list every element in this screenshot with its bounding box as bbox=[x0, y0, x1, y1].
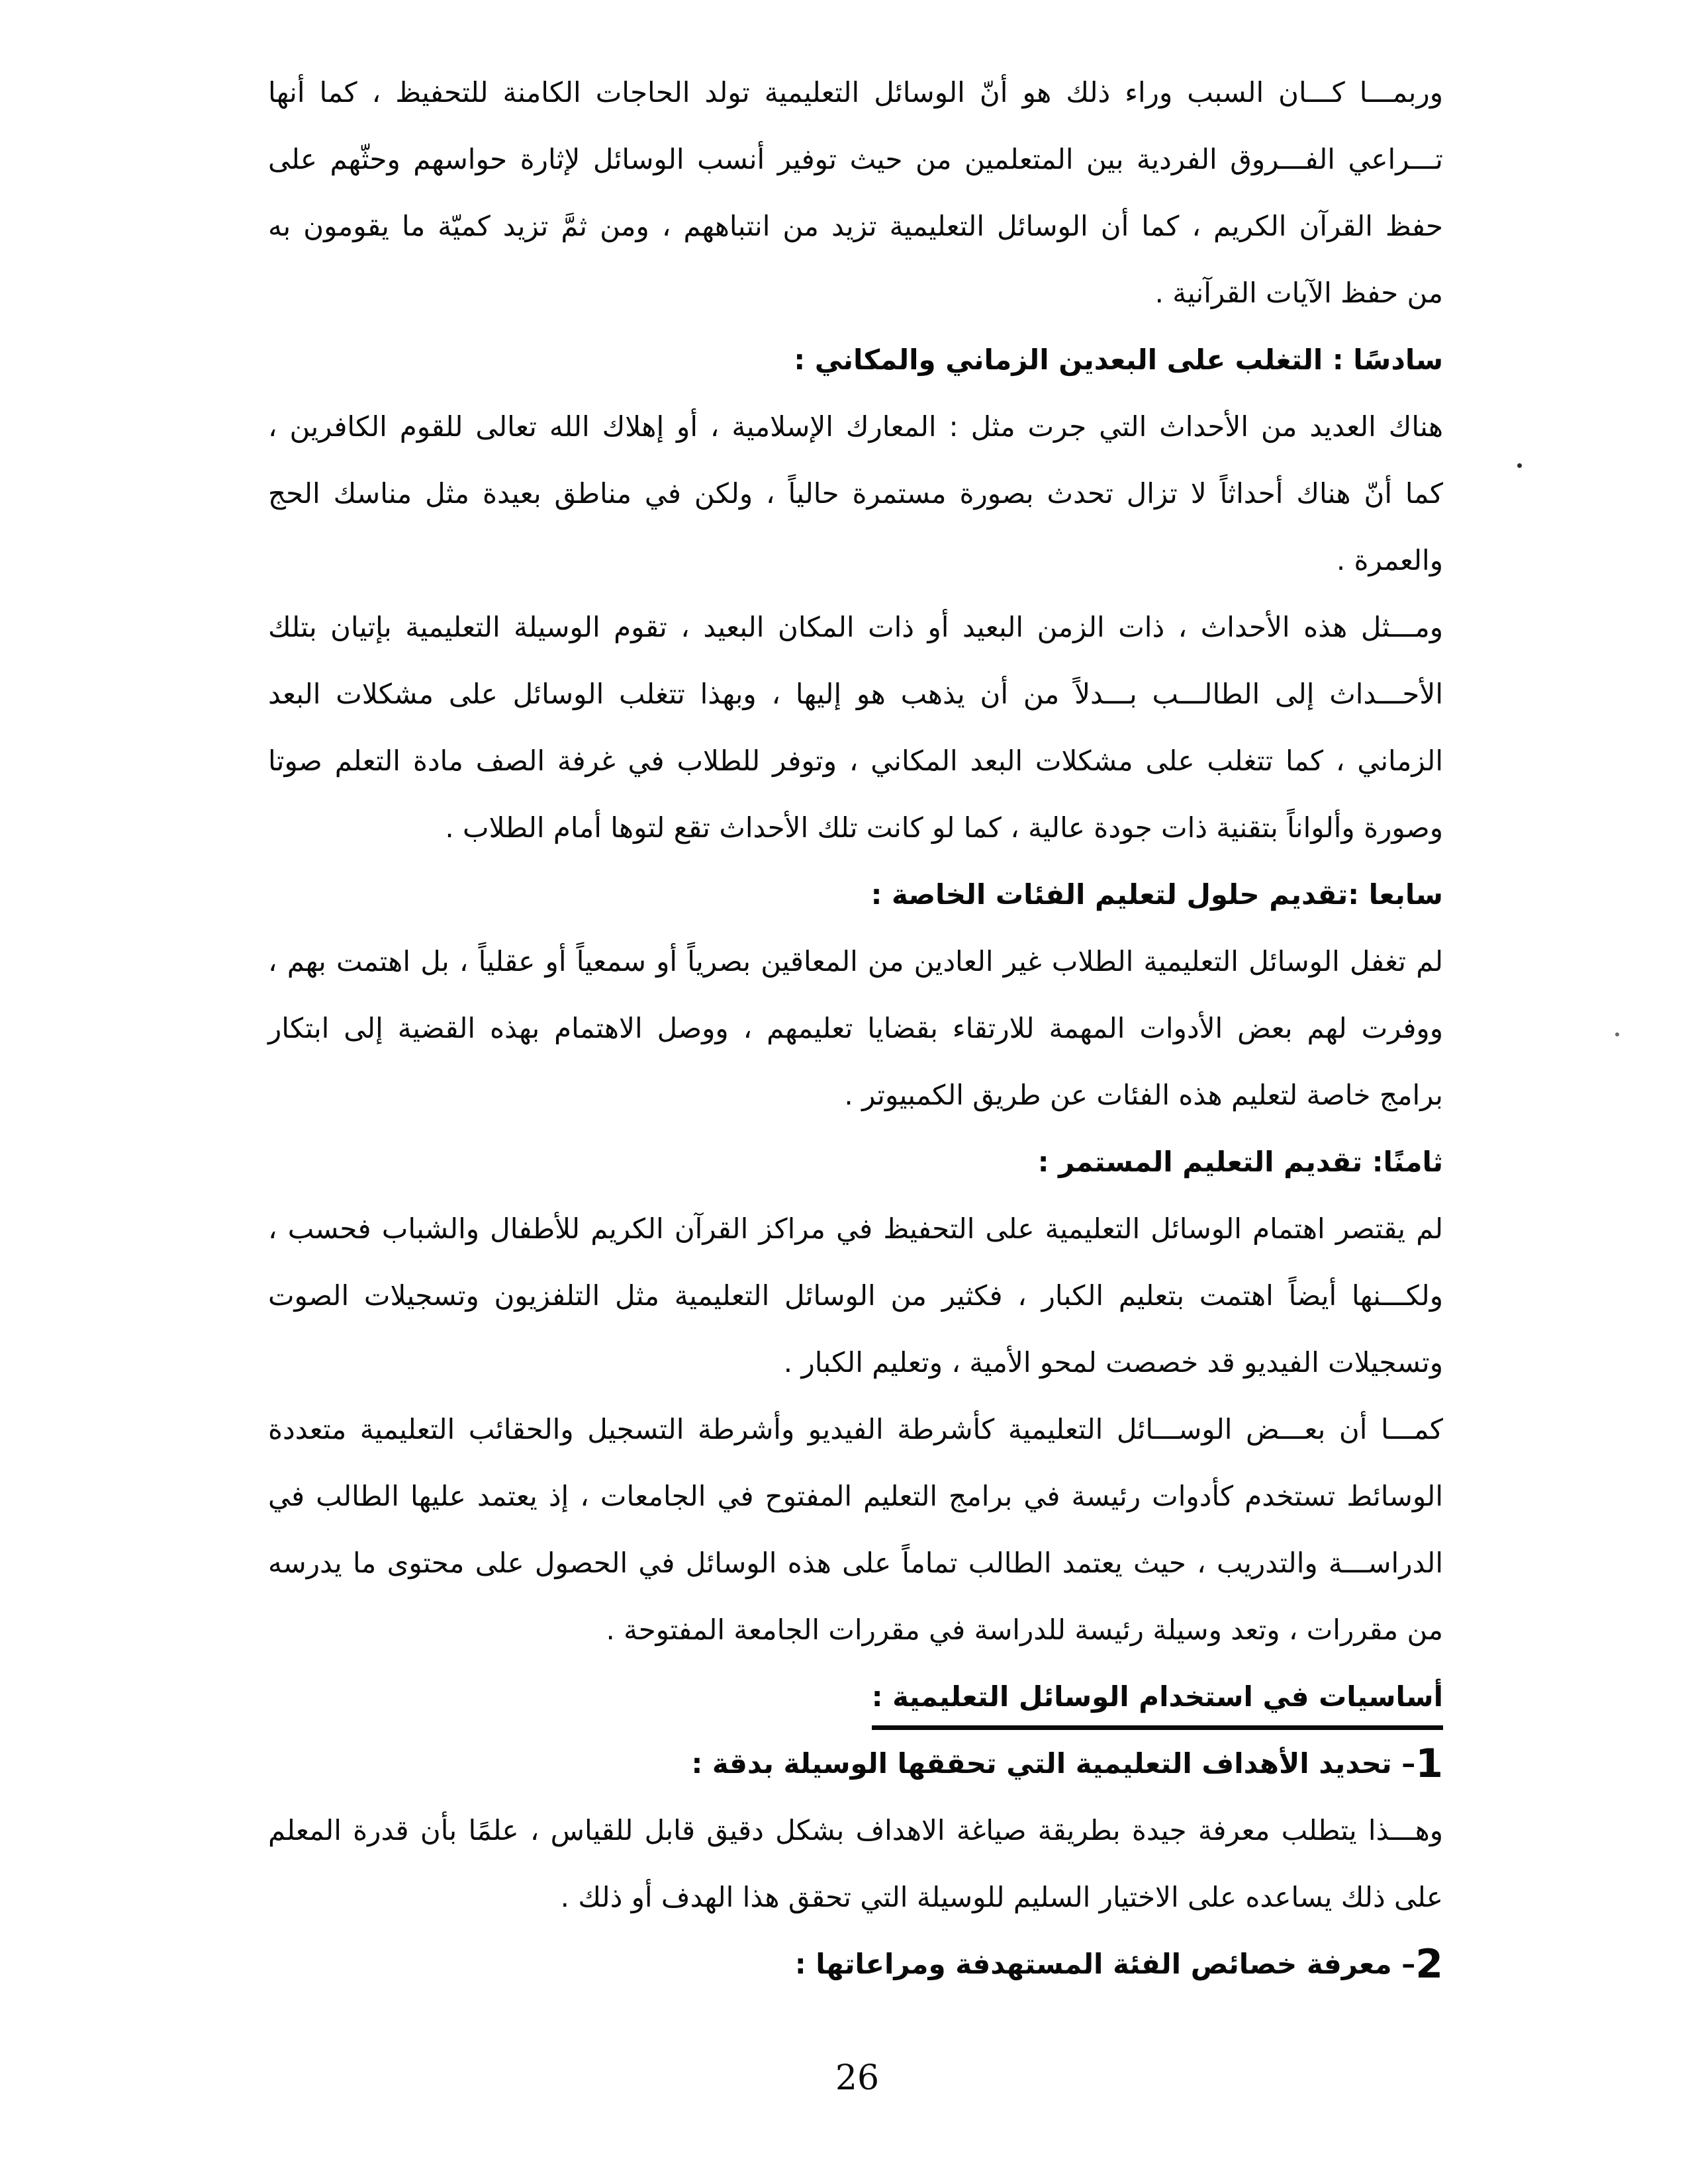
text-line: على ذلك يساعده على الاختيار السليم للوسيلة التي تحقق هذا الهدف أو ذلك . bbox=[560, 1881, 1443, 1913]
text-line: كما أنّ هناك أحداثاً لا تزال تحدث بصورة مستمرة حالياً ، ولكن في مناطق بعيدة مثل مناسك الحج bbox=[268, 477, 1443, 510]
text-line: لم تغفل الوسائل التعليمية الطلاب غير العادين من المعاقين بصرياً أو سمعياً أو عقلياً ، بل اهتمت بهم ، bbox=[268, 945, 1443, 978]
text-line: ومـــثل هذه الأحداث ، ذات الزمن البعيد أو ذات المكان البعيد ، تقوم الوسيلة التعليمية بإتيان بتلك bbox=[268, 611, 1443, 643]
scan-speck bbox=[1615, 1032, 1619, 1036]
text-line: والعمرة . bbox=[1336, 544, 1443, 576]
item-heading-text: – معرفة خصائص الفئة المستهدفة ومراعاتها : bbox=[794, 1948, 1416, 1980]
item-number: 1 bbox=[1415, 1741, 1443, 1787]
item-heading-text: – تحديد الأهداف التعليمية التي تحققها الوسيلة بدقة : bbox=[691, 1747, 1416, 1780]
text-line: الزماني ، كما تتغلب على مشكلات البعد المكاني ، وتوفر للطلاب في غرفة الصف مادة التعلم صوتا bbox=[268, 745, 1443, 777]
numbered-item-heading-1 bbox=[268, 1730, 1443, 1797]
text-line: من مقررات ، وتعد وسيلة رئيسة للدراسة في مقررات الجامعة المفتوحة . bbox=[606, 1614, 1443, 1646]
text-line: من حفظ الآيات القرآنية . bbox=[1154, 277, 1443, 309]
text-line: لم يقتصر اهتمام الوسائل التعليمية على التحفيظ في مراكز القرآن الكريم للأطفال والشباب فحسب ، bbox=[268, 1212, 1443, 1245]
section-heading-seventh: سابعا :تقديم حلول لتعليم الفئات الخاصة : bbox=[870, 878, 1443, 911]
text-line: حفظ القرآن الكريم ، كما أن الوسائل التعليمية تزيد من انتباههم ، ومن ثمَّ تزيد كميّة ما يقومون به bbox=[268, 210, 1443, 242]
text-line: ووفرت لهم بعض الأدوات المهمة للارتقاء بقضايا تعليمهم ، ووصل الاهتمام بهذه القضية إلى ابتكار bbox=[268, 1012, 1443, 1044]
section-heading-eighth: ثامنًا: تقديم التعليم المستمر : bbox=[1037, 1146, 1443, 1178]
item-number: 2 bbox=[1415, 1941, 1443, 1987]
document-body bbox=[268, 59, 1443, 1997]
underlined-heading-text: أساسيات في استخدام الوسائل التعليمية : bbox=[872, 1678, 1443, 1730]
text-line: كمـــا أن بعـــض الوســـائل التعليمية كأشرطة الفيديو وأشرطة التسجيل والحقائب التعليمية متعددة bbox=[268, 1413, 1443, 1445]
page-number: 26 bbox=[835, 2058, 880, 2098]
text-line: وهـــذا يتطلب معرفة جيدة بطريقة صياغة الاهداف بشكل دقيق قابل للقياس ، علمًا بأن قدرة المعلم bbox=[268, 1814, 1443, 1846]
scan-speck bbox=[1517, 463, 1522, 468]
text-line: الأحـــداث إلى الطالـــب بـــدلاً من أن يذهب هو إليها ، وبهذا تتغلب الوسائل على مشكلات البعد bbox=[268, 678, 1443, 710]
text-line: ولكـــنها أيضاً اهتمت بتعليم الكبار ، فكثير من الوسائل التعليمية مثل التلفزيون وتسجيلات الصوت bbox=[268, 1279, 1443, 1312]
section-heading-sixth: سادسًا : التغلب على البعدين الزماني والمكاني : bbox=[794, 343, 1443, 376]
text-line: وتسجيلات الفيديو قد خصصت لمحو الأمية ، وتعليم الكبار . bbox=[783, 1346, 1443, 1379]
text-line: برامج خاصة لتعليم هذه الفئات عن طريق الكمبيوتر . bbox=[844, 1079, 1443, 1111]
text-line: وصورة وألواناً بتقنية ذات جودة عالية ، كما لو كانت تلك الأحداث تقع لتوها أمام الطلاب . bbox=[445, 811, 1443, 844]
numbered-item-heading-2 bbox=[268, 1931, 1443, 1997]
text-line: الدراســـة والتدريب ، حيث يعتمد الطالب تماماً على هذه الوسائل في الحصول على محتوى ما يدرسه bbox=[268, 1547, 1443, 1579]
text-line: تـــراعي الفـــروق الفردية بين المتعلمين من حيث توفير أنسب الوسائل لإثارة حواسهم وحثّهم على bbox=[268, 143, 1443, 175]
text-line: هناك العديد من الأحداث التي جرت مثل : المعارك الإسلامية ، أو إهلاك الله تعالى للقوم الكافرين ، bbox=[268, 410, 1443, 443]
section-heading-basics-underlined bbox=[268, 1663, 1443, 1730]
text-line: وربمـــا كـــان السبب وراء ذلك هو أنّ الوسائل التعليمية تولد الحاجات الكامنة للتحفيظ ، كما أنها bbox=[268, 76, 1443, 109]
text-line: الوسائط تستخدم كأدوات رئيسة في برامج التعليم المفتوح في الجامعات ، إذ يعتمد عليها الطالب في bbox=[268, 1480, 1443, 1512]
